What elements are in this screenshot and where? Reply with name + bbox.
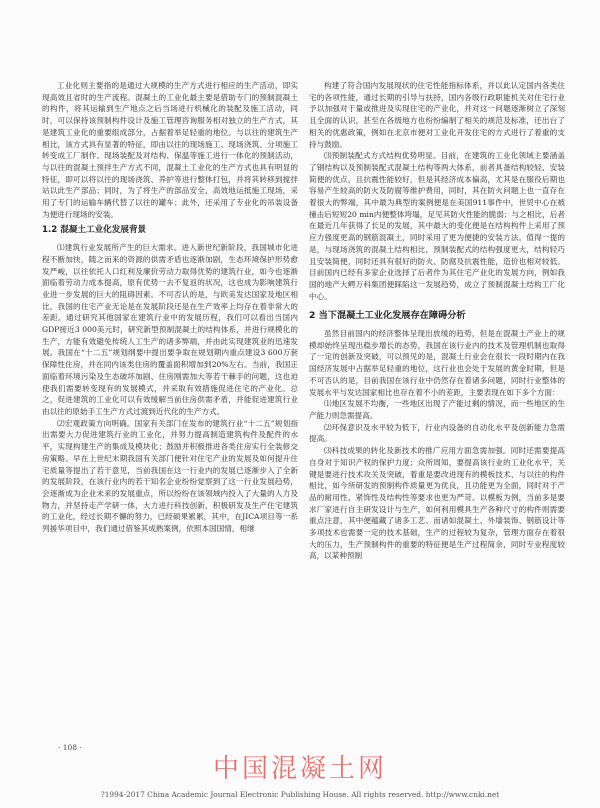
- section-heading-1-2: 1.2 混凝土工业化发展背景: [42, 225, 147, 236]
- left-column: [42, 80, 298, 535]
- body-paragraph: 虽然目前国内的经济整体呈现出放缓的趋势，但是在混凝土产业上的规模却始终呈现出稳步增长的态势，我国在该行业内的技术及管理机制也取得了一定的创新及突破，可以预见的是，混凝土行业会在很长一段时期内在我国经济发展中占据举足轻重的地位，这行业也会处于发展的黄金时期，但是不可否认的是，目前我国在该行业中仍然存在着诸多问题，同时行业整体的发展水平与发达国家相比也存在着不小的差距，主要表现在如下多个方面：: [309, 329, 565, 397]
- body-paragraph: ⑴建筑行业发展所产生的巨大需求。进入新世纪新阶段，我国城市化进程不断加快，随之而来的资源的供需矛盾也逐渐加剧，生态环境保护形势愈发严峻，以往依托人口红利及廉价劳动力取得优势的建筑行业，如今也逐渐面临着劳动力成本提高，原有优势一去不复返的状况，这也成为影响建筑行业进一步发展的巨大的阻碍因素。不可否认的是，与欧美发达国家及地区相比，我国的住宅产业无论是在发展阶段还是在生产效率上均存在着非常大的差距。通过研究其他国家在建筑行业中的发展历程，我们可以看出当国内GDP接近3 000美元时，研究新型预制混凝土的结构体系，并进行规模化的生产，方能有效避免传统人工生产的诸多弊端，并由此实现建筑业的迅速发展。我国在“十二五”规划纲要中提出要争取在规划期内重点建设3 600万套保障性住房，并在同内该类住房的覆盖面积增加到20%左右。当前，我国正面临着环境污染及生态破坏加剧、住房刚需加大等若干棘手的问题，这也迫使我们需要转变现有的发展模式，并采取有效措施促进住宅的产业化。总之，促进建筑的工业化可以有效缓解当前住房供需矛盾，并能促进建筑行业由以往的原始手工生产方式过渡到近代化的生产方式。: [42, 243, 298, 416]
- body-paragraph: ⑶预制装配式方式结构优势明显。目前，在建筑的工业化领域主要涵盖了钢结构以及预制装配式混凝土结构等两大体系，前者具备结构较轻、安装简便的优点，且抗震性能较好，但是其经济成本偏高，尤其是在服役后期也容易产生较高的防火及防腐等维护费用，同时，其在防火问题上也一直存在着很大的弊端，其中最为典型的案例便是在美国911事件中，世贸中心在被撞击后短短20 min内便整体垮塌，足见其防火性能的脆弱；与之相比，后者在最近几年获得了长足的发展，其中最大的变化便是在结构构件上采用了预应力强度更高的钢筋混凝土，同时采用了更为便捷的安装方法。值得一提的是，与现场浇筑的混凝土结构相比，预制装配式的结构强度更大，结构轻巧且安装简便，同时还具有很好的防火、防腐及抗震性能，造价也相对较低。目前国内已经有多家企业选择了后者作为其住宅产业化的发展方向，例如我国的地产大鳄万科集团便踩陷这一发展趋势，成立了预制混凝土结构工厂化中心。: [309, 151, 565, 301]
- body-paragraph: ⑵宏观政策方向明确。国家有关部门在发布的建筑行业“十二五”规划指出需要大力促进建筑行业的工业化，并努力提高制造建筑构件及配件的水平，实现构建生产的集成及模块化；鼓励并积极推进各类住房实行全装修交房策略。早在上世纪末期我国有关部门便针对住宅产业的发展及如何提升住宅质量等提出了若干意见，当前我国在这一行业内的发展已逐渐步入了全新的发展阶段，在该行业内的若干知名企业纷纷觉察到了这一行业发展趋势，会逐渐成为企业未来的发展重点，所以纷纷在该领域内投入了大量的人力及物力，并坚持走产学研一体，大力进行科技创新，积极研发及生产住宅建筑的工业化，经过长期不懈的努力，已经硕果累累，其中，在JICA项目等一系列援华项目中，我们通过借鉴其成熟案例，依照本国国情，相继: [42, 418, 298, 534]
- site-watermark: 中国混凝土网: [212, 754, 387, 784]
- list-item: ⑵环保意识及水平较为低下，行业内设备的自动化水平及创新能力急需提高。: [309, 422, 565, 444]
- body-paragraph: 工业化则主要指的是通过大规模的生产方式进行相应的生产活动，即实现高效且省时的生产流程。混凝土的工业化最主要是借助专门的预制混凝土的构件，将其运输到生产地点之后当场进行机械化的装配及施工活动，同时，可以保持该预制构件设计及施工管理咨询服务相对独立的生产方式，其是建筑工业化的重要组成部分，占据着举足轻重的地位。与以往的建筑生产相比，该方式具有显著的特征，即由以往的现场施工、现场浇筑、分项施工转变成工厂制作、现场装配及对结构、保温等施工进行一体化的预制活动，与以往的混凝土预拌生产方式不同，混凝土工业化的生产方式也具有明显的特征，即可以将以往的现场浇筑、养护等进行整体打包，并将其转移到搅拌站以此生产部品；同时，为了将生产的部品安全、高效地运抵施工现场，采用了专门的运输车辆代替了以往的罐车；此外，还采用了专业化的吊装设备为便进行现场的安装。: [42, 81, 298, 219]
- page-number: · 108 ·: [58, 743, 82, 752]
- right-column: [309, 80, 565, 562]
- copyright-footer: ?1994-2017 China Academic Journal Electronic Publishing House. All rights reserved. http://www.cnki.net: [100, 790, 500, 799]
- section-heading-2: 2 当下混凝土工业化发展存在障碍分析: [309, 310, 466, 322]
- body-paragraph: 构建了符合国内发展现状的住宅性能指标体系，并以此认定国内各类住宅的各项性能，通过长期的引导与扶持，国内各级行政职能机关对住宅行业予以加强对于量或推进及实现住宅的产业化，并对这一问题逐渐树立了深刻且全面的认识，甚至在各级地方也纷纷编制了相关的规范及标准，还出台了相关的优惠政策，例如在北京市便对工业化开发住宅的方式进行了着重的支持与鼓励。: [309, 81, 565, 149]
- list-item: ⑴地区发展不均衡，一些地区出现了产能过剩的情况，而一些地区的生产能力则急需提高。: [309, 399, 565, 420]
- list-item: ⑶科技成果的转化及新技术的推广应用方面急需加强。同时还需要提高自身对于知识产权的保护力度；众所周知，要提高该行业的工业化水平，关键是要进行技术攻关及突破，着重是要改进现有的模板技术、与以往的构件相比，如今所研发的预制构件质量更为优良，且功能更为全面，同时对于产品的耐用性、紧饰性及结构性等要求也更为严苛。以模板为例，当前多是要求厂家进行自主研发设计与生产，如何利用模具生产各种尺寸的构件则需要重点注意，其中便蕴藏了诸多工艺、而诸如混凝土、外墙装饰、钢筋设计等多项技术也需要一定的技术基础，生产的过程较为复杂，管理方面存在着很大的压力，生产预制构件的重要的特征便是生产过程简余，同时专业程度较高，以某种预制: [309, 446, 565, 561]
